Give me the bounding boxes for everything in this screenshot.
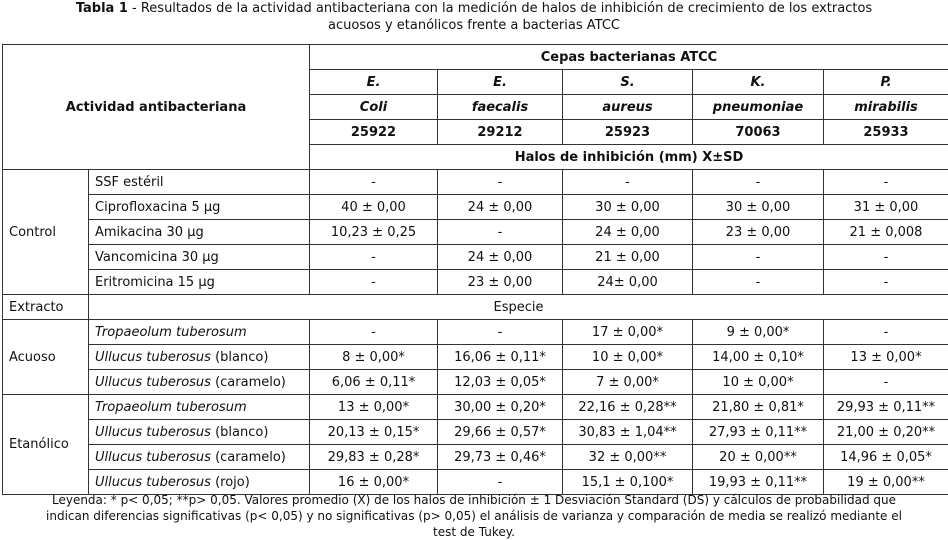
cell-value: 7 ± 0,00* [563,370,693,395]
species-name: Tropaeolum tuberosum [95,324,247,340]
cell-value: 6,06 ± 0,11* [310,370,438,395]
table-row [3,220,948,245]
cell-value: 23 ± 0,00 [438,270,563,295]
species-suffix: (caramelo) [210,449,286,465]
caption-label: Tabla 1 [75,1,128,16]
cell-value: - [310,245,438,270]
group-label-etanolico: Etanólico [3,395,89,495]
halos-title: Halos de inhibición (mm) X±SD [310,145,948,170]
caption-text-2: acuosos y etanólicos frente a bacterias ATCC [328,18,620,33]
cell-value: - [438,470,563,495]
cell-value: 12,03 ± 0,05* [438,370,563,395]
group-label-acuoso: Acuoso [3,320,89,395]
legend-line: indican diferencias significativas (p< 0,05) y no significativas (p> 0,05) el análisis de varianza y comparación de media se realizó mediante el [46,509,902,523]
cell-value: 21,80 ± 0,81* [693,395,824,420]
species-name: Ullucus tuberosus [95,449,211,465]
table-row [3,245,948,270]
cell-value: 10,23 ± 0,25 [310,220,438,245]
cell-value: - [693,270,824,295]
row-name: SSF estéril [89,170,310,195]
table-row [3,470,948,495]
cell-value: 30,83 ± 1,04** [563,420,693,445]
cell-value: - [563,170,693,195]
cell-value: 23 ± 0,00 [693,220,824,245]
table-row [3,370,948,395]
strain-species: pneumoniae [693,95,824,120]
cell-value: 20,13 ± 0,15* [310,420,438,445]
row-name [89,470,310,495]
table-row [3,320,948,345]
cell-value: 19 ± 0,00** [824,470,948,495]
species-name: Ullucus tuberosus [95,349,211,365]
row-name: Amikacina 30 µg [89,220,310,245]
legend-line: Leyenda: * p< 0,05; **p> 0,05. Valores promedio (X) de los halos de inhibición ± 1 Desviación Standard (DS) y cálculos de probabilidad que [51,493,897,507]
cell-value: - [824,370,948,395]
cell-value: 19,93 ± 0,11** [693,470,824,495]
species-name: Ullucus tuberosus [95,424,211,440]
row-name [89,445,310,470]
table-row [3,445,948,470]
species-suffix: (blanco) [210,349,269,365]
species-name: Ullucus tuberosus [95,374,211,390]
cell-value: 30 ± 0,00 [693,195,824,220]
strain-species: mirabilis [824,95,948,120]
cell-value: 21,00 ± 0,20** [824,420,948,445]
cell-value: 24 ± 0,00 [438,245,563,270]
legend-line: test de Tukey. [433,525,515,539]
cell-value: - [824,245,948,270]
strain-genus: K. [693,70,824,95]
cell-value: 21 ± 0,008 [824,220,948,245]
cell-value: 16,06 ± 0,11* [438,345,563,370]
cell-value: - [310,320,438,345]
strain-code: 25923 [563,120,693,145]
strain-genus: S. [563,70,693,95]
cell-value: - [824,320,948,345]
cell-value: 14,96 ± 0,05* [824,445,948,470]
cell-value: 24± 0,00 [563,270,693,295]
row-name [89,320,310,345]
cell-value: 24 ± 0,00 [563,220,693,245]
cell-value: 10 ± 0,00* [693,370,824,395]
cell-value: 29,66 ± 0,57* [438,420,563,445]
species-name: Ullucus tuberosus [95,474,211,490]
cell-value: 13 ± 0,00* [310,395,438,420]
cell-value: 21 ± 0,00 [563,245,693,270]
legend [0,492,948,540]
species-suffix: (rojo) [210,474,250,490]
cell-value: 14,00 ± 0,10* [693,345,824,370]
cell-value: 17 ± 0,00* [563,320,693,345]
cell-value: 29,93 ± 0,11** [824,395,948,420]
cell-value: 22,16 ± 0,28** [563,395,693,420]
caption-text: - Resultados de la actividad antibacteriana con la medición de halos de inhibición de crecimiento de los extractos [127,1,873,16]
cell-value: 20 ± 0,00** [693,445,824,470]
strain-species: aureus [563,95,693,120]
strain-genus: E. [438,70,563,95]
row-name [89,345,310,370]
species-suffix: (blanco) [210,424,269,440]
cell-value: 8 ± 0,00* [310,345,438,370]
cell-value: 9 ± 0,00* [693,320,824,345]
table-caption [0,0,948,34]
species-name: Tropaeolum tuberosum [95,399,247,415]
cell-value: 31 ± 0,00 [824,195,948,220]
row-name: Vancomicina 30 µg [89,245,310,270]
cell-value: 27,93 ± 0,11** [693,420,824,445]
cell-value: 15,1 ± 0,100* [563,470,693,495]
table-row [3,345,948,370]
cell-value: 16 ± 0,00* [310,470,438,495]
table-row [3,420,948,445]
cell-value: 24 ± 0,00 [438,195,563,220]
cell-value: - [310,170,438,195]
cell-value: 30,00 ± 0,20* [438,395,563,420]
strain-code: 25922 [310,120,438,145]
row-name: Eritromicina 15 µg [89,270,310,295]
cell-value: 13 ± 0,00* [824,345,948,370]
cell-value: - [438,170,563,195]
row-name [89,395,310,420]
activity-header: Actividad antibacteriana [3,45,310,170]
cell-value: 29,73 ± 0,46* [438,445,563,470]
cell-value: 40 ± 0,00 [310,195,438,220]
table-row [3,395,948,420]
cell-value: - [693,245,824,270]
strain-code: 29212 [438,120,563,145]
cell-value: - [824,170,948,195]
cell-value: - [438,320,563,345]
cell-value: - [310,270,438,295]
cell-value: - [438,220,563,245]
strain-genus: P. [824,70,948,95]
row-name [89,370,310,395]
strain-code: 25933 [824,120,948,145]
especie-label: Especie [89,295,948,320]
table-row [3,295,948,320]
extracto-label: Extracto [3,295,89,320]
cell-value: 32 ± 0,00** [563,445,693,470]
cell-value: - [693,170,824,195]
cell-value: 29,83 ± 0,28* [310,445,438,470]
cell-value: 30 ± 0,00 [563,195,693,220]
cell-value: - [824,270,948,295]
results-table [2,44,948,495]
table-row [3,170,948,195]
strains-title: Cepas bacterianas ATCC [310,45,948,70]
species-suffix: (caramelo) [210,374,286,390]
row-name: Ciprofloxacina 5 µg [89,195,310,220]
strain-code: 70063 [693,120,824,145]
table-row [3,270,948,295]
strain-species: faecalis [438,95,563,120]
strain-species: Coli [310,95,438,120]
row-name [89,420,310,445]
cell-value: 10 ± 0,00* [563,345,693,370]
table-row [3,195,948,220]
group-label-control: Control [3,170,89,295]
strain-genus: E. [310,70,438,95]
